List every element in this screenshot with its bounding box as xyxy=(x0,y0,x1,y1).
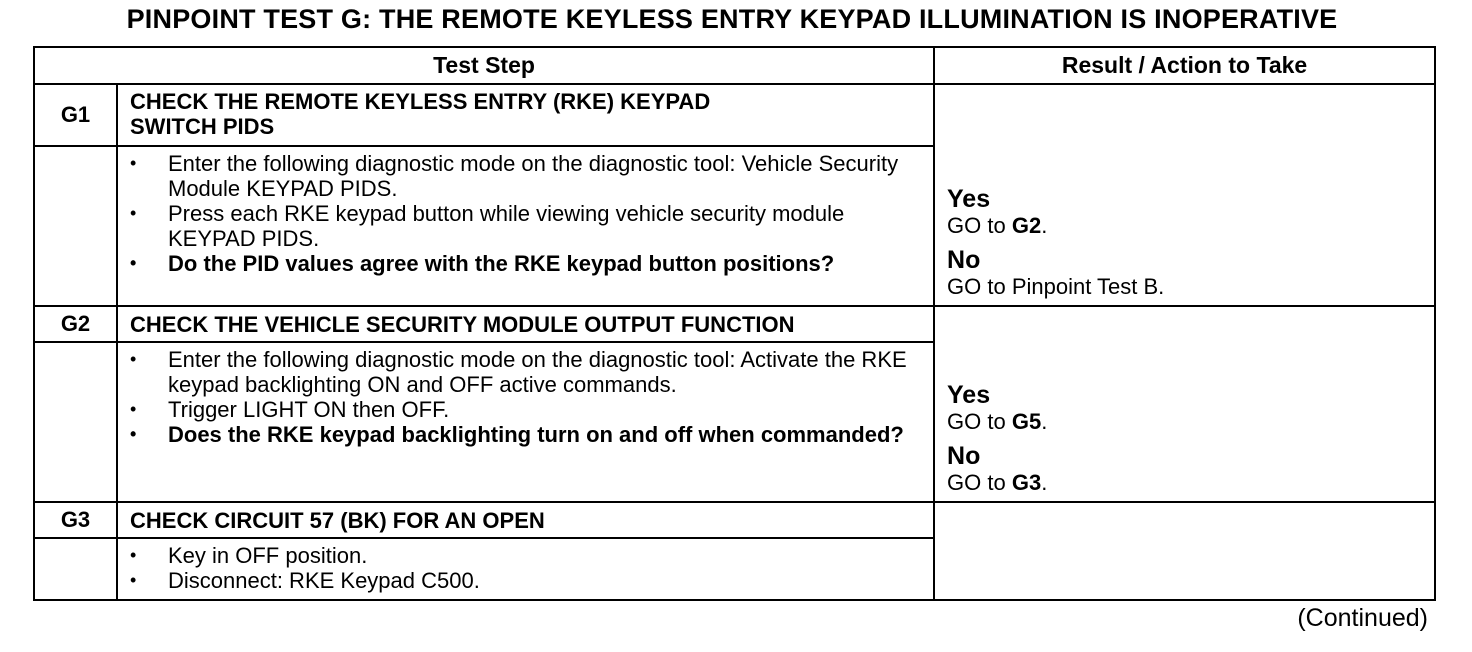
step-g2-question: • Does the RKE keypad backlighting turn on and off when commanded? xyxy=(130,422,904,447)
step-g1-heading-line1: CHECK THE REMOTE KEYLESS ENTRY (RKE) KEYPAD xyxy=(130,89,711,114)
pinpoint-test-title: PINPOINT TEST G: THE REMOTE KEYLESS ENTRY KEYPAD ILLUMINATION IS INOPERATIVE xyxy=(126,4,1338,34)
step-g2-heading-line1: CHECK THE VEHICLE SECURITY MODULE OUTPUT FUNCTION xyxy=(130,311,795,337)
list-item: • Enter the following diagnostic mode on the diagnostic tool: Activate the RKE keypad backlighting ON and OFF active commands. xyxy=(130,347,907,397)
g2-yes-target: G5 xyxy=(1011,409,1042,434)
step-g2-id-spacer xyxy=(34,342,117,502)
step-g1-instructions xyxy=(117,146,934,306)
g1-no-action: GO to Pinpoint Test B. xyxy=(947,274,1165,299)
step-g1-heading-line2: SWITCH PIDS xyxy=(130,114,275,139)
step-g3-heading-row xyxy=(34,502,1435,538)
step-g1-id-spacer xyxy=(34,146,117,306)
test-step-column-header: Test Step xyxy=(34,47,934,84)
step-g3-result xyxy=(934,502,1435,600)
step-g1-question: • Do the PID values agree with the RKE keypad button positions? xyxy=(130,251,835,276)
step-g1-result xyxy=(934,84,1435,306)
step-g1-heading xyxy=(117,84,934,146)
step-g3-instructions xyxy=(117,538,934,600)
step-g3-heading xyxy=(117,502,934,538)
step-g2-instructions xyxy=(117,342,934,502)
g2-yes-label: Yes xyxy=(947,381,991,409)
g1-yes-action: GO to G2. xyxy=(947,213,1048,238)
g2-yes-action: GO to G5. xyxy=(947,409,1048,434)
step-g2-heading-row xyxy=(34,306,1435,342)
g1-yes-target: G2 xyxy=(1011,213,1042,238)
g2-no-action: GO to G3. xyxy=(947,470,1048,495)
step-g3-id-spacer xyxy=(34,538,117,600)
g2-no-target: G3 xyxy=(1011,470,1042,495)
step-g1-heading-row xyxy=(34,84,1435,146)
result-column-header: Result / Action to Take xyxy=(934,47,1435,84)
pinpoint-test-table xyxy=(33,46,1436,601)
g1-no-label: No xyxy=(947,246,981,274)
step-g2-heading xyxy=(117,306,934,342)
list-item: • Disconnect: RKE Keypad C500. xyxy=(130,568,480,593)
list-item: • Press each RKE keypad button while viewing vehicle security module KEYPAD PIDS. xyxy=(130,201,845,251)
step-id-g3: G3 xyxy=(34,502,117,538)
step-g3-heading-line1: CHECK CIRCUIT 57 (BK) FOR AN OPEN xyxy=(130,507,545,533)
step-id-g2: G2 xyxy=(34,306,117,342)
step-g2-result xyxy=(934,306,1435,502)
list-item: • Trigger LIGHT ON then OFF. xyxy=(130,397,450,422)
g1-yes-label: Yes xyxy=(947,185,991,213)
continued-note: (Continued) xyxy=(1297,604,1428,632)
step-id-g1: G1 xyxy=(34,84,117,146)
table-header-row xyxy=(34,47,1435,84)
g2-no-label: No xyxy=(947,442,981,470)
list-item: • Key in OFF position. xyxy=(130,543,368,568)
list-item: • Enter the following diagnostic mode on the diagnostic tool: Vehicle Security Module KEYPAD PIDS. xyxy=(130,151,899,201)
